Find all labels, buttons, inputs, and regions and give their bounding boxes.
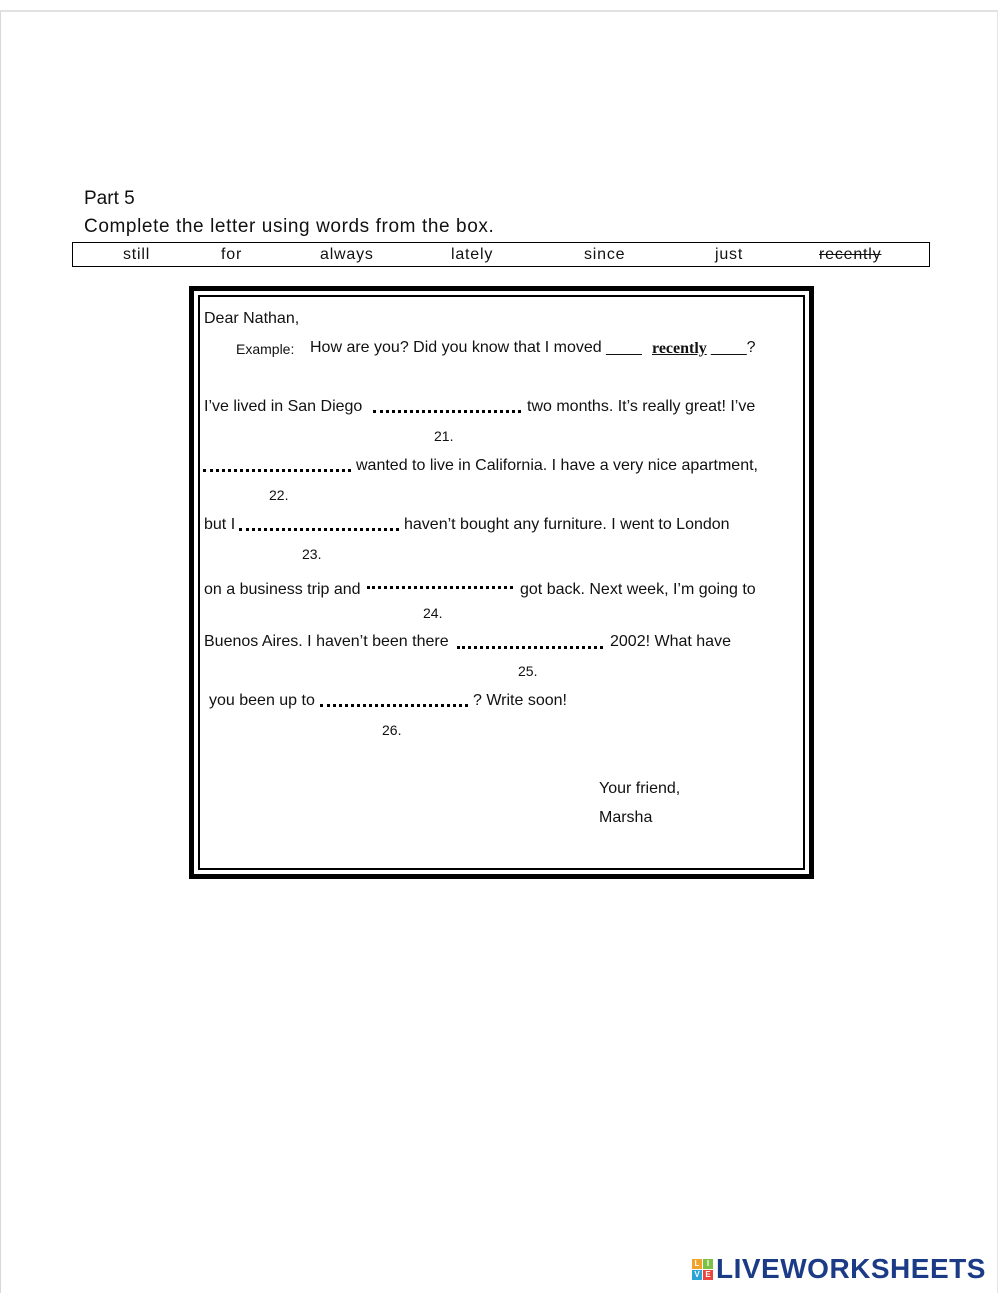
logo-letter-i: I — [703, 1259, 713, 1269]
word-box — [72, 242, 930, 267]
line-4-end: got back. Next week, I’m going to — [520, 581, 756, 598]
word-still: still — [123, 246, 151, 263]
blank-number-21: 21. — [434, 428, 454, 444]
logo-letter-e: E — [703, 1270, 713, 1280]
line-5-start: Buenos Aires. I haven’t been there — [204, 633, 449, 650]
line-6-end: ? Write soon! — [473, 692, 567, 709]
answer-blank-21[interactable] — [373, 410, 521, 413]
answer-blank-26[interactable] — [320, 704, 468, 707]
line-6-start: you been up to — [209, 692, 315, 709]
blank-number-25: 25. — [518, 663, 538, 679]
example-text-end: ____? — [711, 339, 756, 356]
logo-letter-v: V — [692, 1270, 702, 1280]
word-since: since — [584, 246, 626, 263]
example-label: Example: — [236, 341, 295, 357]
line-3-start: but I — [204, 516, 236, 533]
part-title: Part 5 — [84, 188, 135, 209]
liveworksheets-wordmark: LIVEWORKSHEETS — [716, 1253, 986, 1284]
word-just: just — [715, 246, 744, 263]
word-recently-crossed-out: recently — [819, 246, 882, 263]
example-text: How are you? Did you know that I moved ____ — [310, 339, 642, 356]
letter-signature: Marsha — [599, 809, 653, 826]
instruction-text: Complete the letter using words from the box. — [84, 216, 495, 237]
answer-blank-22[interactable] — [203, 469, 351, 472]
answer-blank-25[interactable] — [457, 646, 603, 649]
liveworksheets-logo — [692, 1252, 986, 1286]
word-lately: lately — [451, 246, 494, 263]
line-2-end: wanted to live in California. I have a very nice apartment, — [356, 457, 758, 474]
line-5-end: 2002! What have — [610, 633, 731, 650]
blank-number-23: 23. — [302, 546, 322, 562]
example-answer: recently — [652, 340, 707, 357]
line-4-start: on a business trip and — [204, 581, 361, 598]
answer-blank-23[interactable] — [239, 528, 399, 531]
blank-number-22: 22. — [269, 487, 289, 503]
word-always: always — [320, 246, 374, 263]
liveworksheets-logo-icon — [692, 1259, 713, 1280]
blank-number-26: 26. — [382, 722, 402, 738]
line-1-start: I’ve lived in San Diego — [204, 398, 363, 415]
answer-blank-24[interactable] — [367, 586, 513, 589]
line-3-end: haven’t bought any furniture. I went to London — [404, 516, 730, 533]
blank-number-24: 24. — [423, 605, 443, 621]
letter-greeting: Dear Nathan, — [204, 310, 300, 327]
word-for: for — [221, 246, 243, 263]
line-1-end: two months. It’s really great! I’ve — [527, 398, 756, 415]
letter-closing: Your friend, — [599, 780, 681, 797]
logo-letter-l: L — [692, 1259, 702, 1269]
